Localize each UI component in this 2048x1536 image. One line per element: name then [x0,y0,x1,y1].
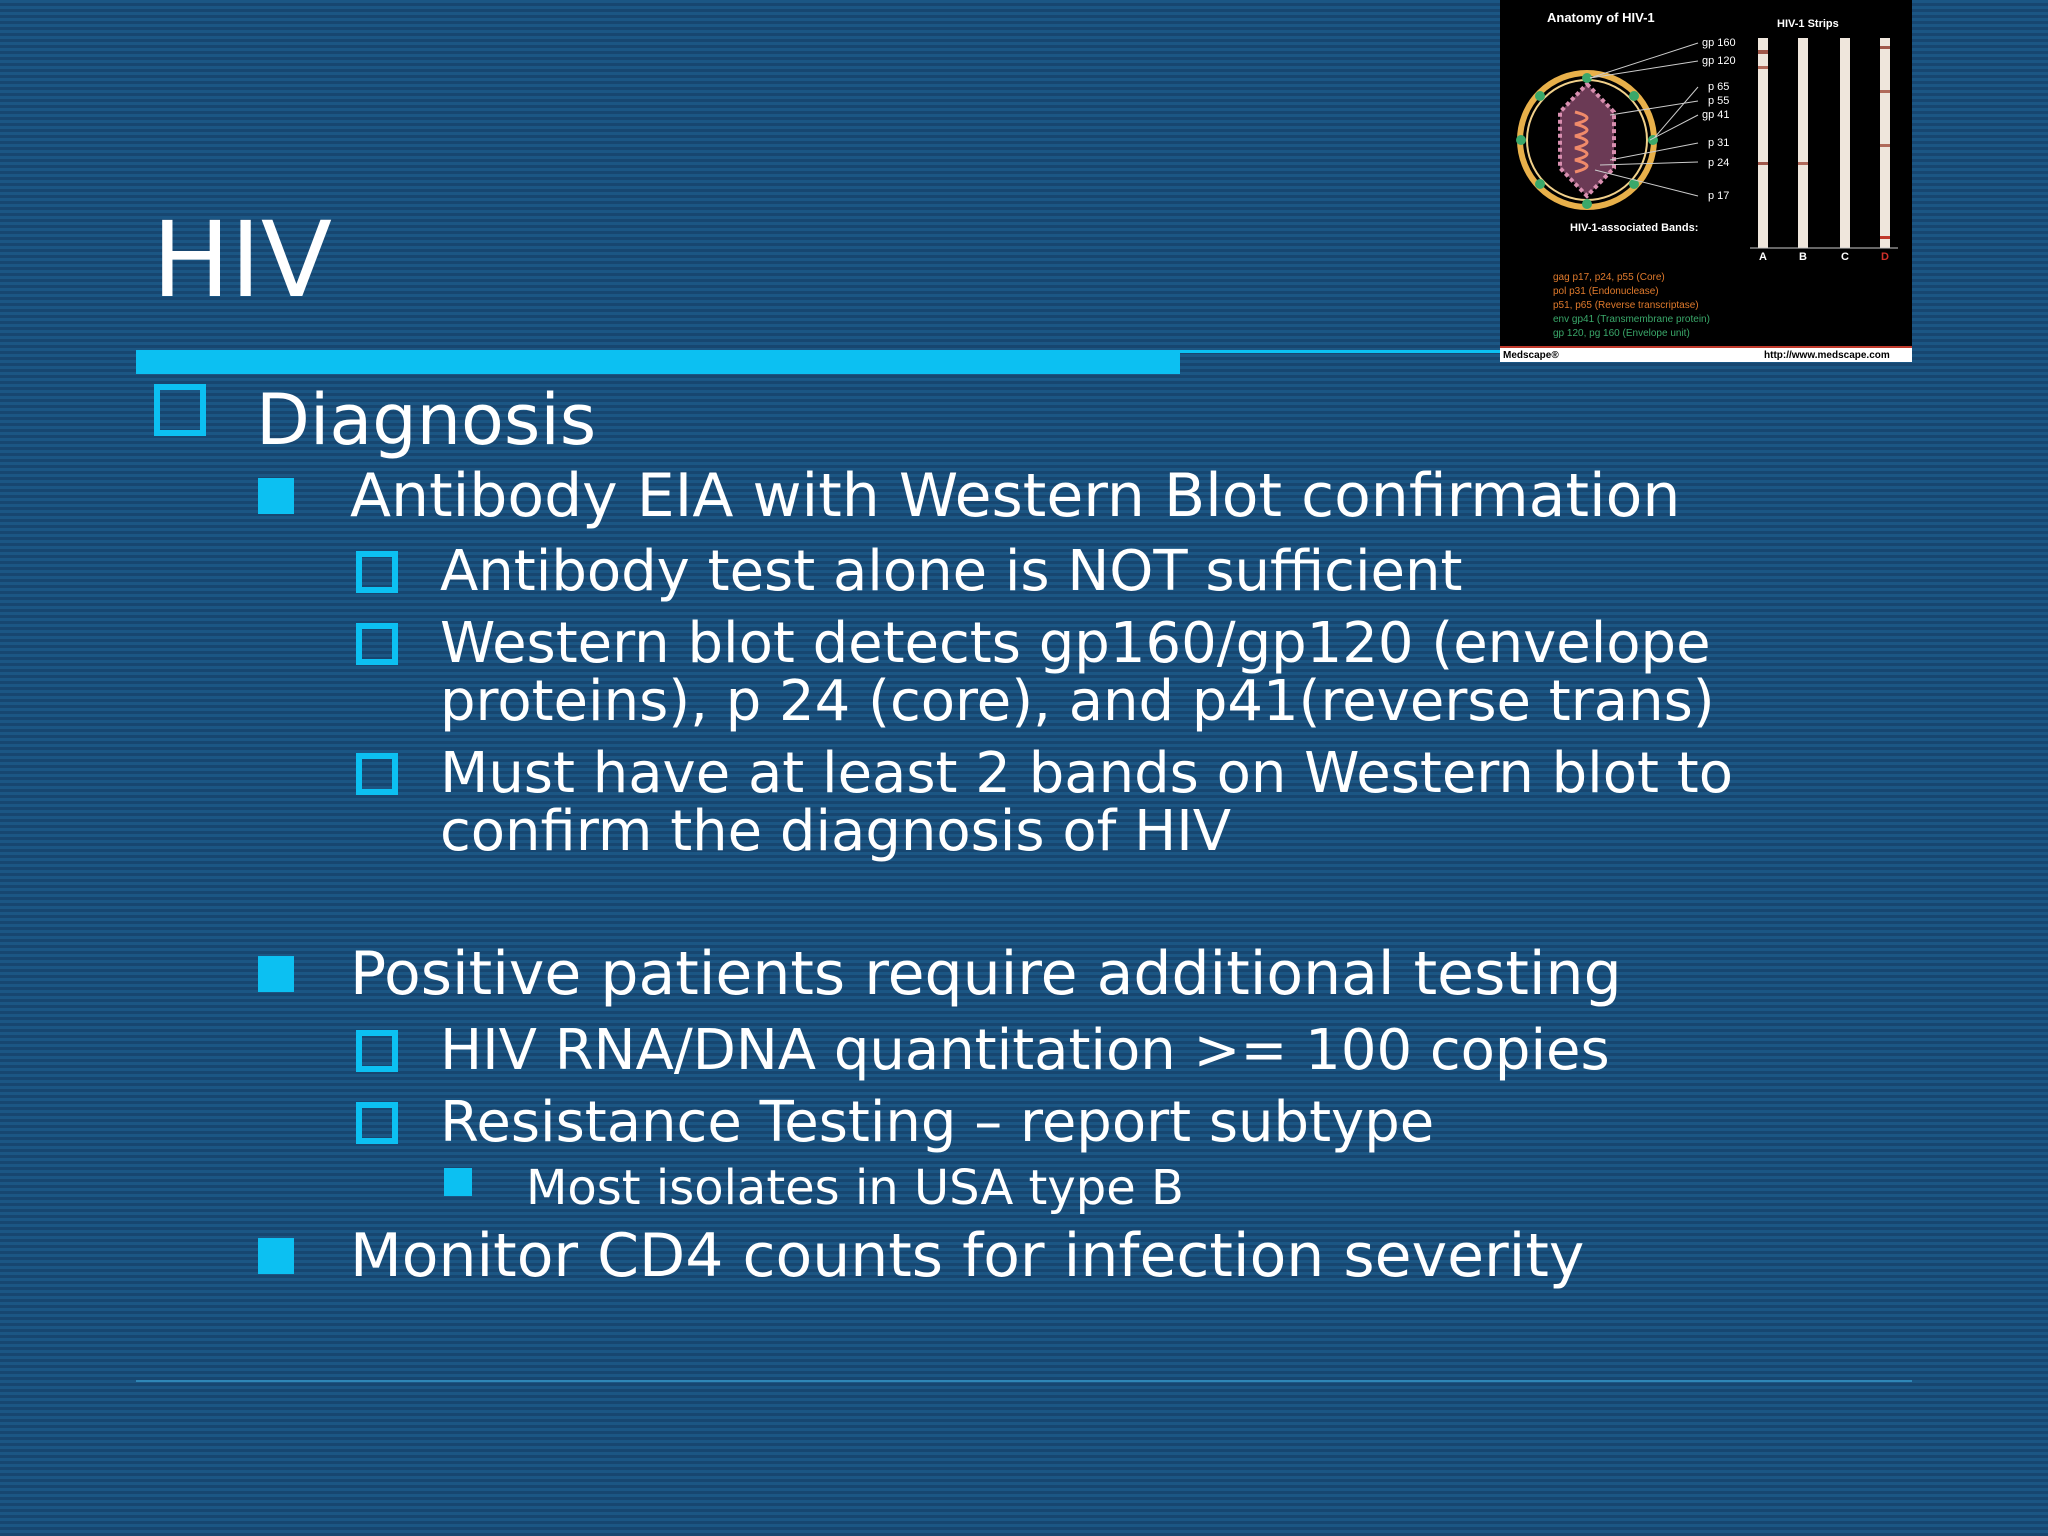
label-p31: p 31 [1708,137,1730,149]
bullet-text: Most isolates in USA type B [526,1160,1184,1216]
label-p17: p 17 [1708,190,1730,202]
label-p24: p 24 [1708,157,1730,169]
band-legend-env-gp120: gp 120, pg 160 (Envelope unit) [1553,328,1690,339]
hollow-square-bullet-icon [356,1102,398,1144]
bullet-text-block [440,741,1733,864]
band-legend-pol-rt: p51, p65 (Reverse transcriptase) [1553,300,1699,311]
bands-title: HIV-1-associated Bands: [1570,222,1699,234]
bullet-text: Monitor CD4 counts for infection severity [350,1221,1585,1291]
slide-title: HIV [152,199,333,321]
strips-title: HIV-1 Strips [1777,18,1839,30]
bullet-positive-patients [258,938,1622,1010]
band-legend-gag: gag p17, p24, p55 (Core) [1553,272,1665,283]
bullet-text: Positive patients require additional testing [350,939,1622,1009]
solid-square-bullet-icon [258,956,294,992]
strip-d: D [1881,251,1889,263]
bullet-text: Diagnosis [256,379,597,461]
bullet-text: Antibody EIA with Western Blot confirmation [350,461,1681,531]
bullet-two-bands [356,741,1733,864]
solid-square-bullet-icon [258,478,294,514]
solid-square-bullet-icon [444,1168,472,1196]
bullet-text: Antibody test alone is NOT sufficient [440,539,1463,604]
title-underline [136,350,1180,374]
hollow-square-bullet-icon [356,623,398,665]
label-gp120: gp 120 [1702,55,1736,67]
strip-a: A [1759,251,1767,263]
bullet-monitor-cd4 [258,1220,1584,1292]
bullet-text-line: proteins), p 24 (core), and p41(reverse trans) [440,669,1715,734]
hollow-square-bullet-icon [356,1030,398,1072]
source-left: Medscape® [1503,350,1559,361]
bullet-text: Resistance Testing – report subtype [440,1090,1435,1155]
hollow-square-bullet-icon [356,551,398,593]
strip-b: B [1799,251,1807,263]
bullet-text: HIV RNA/DNA quantitation >= 100 copies [440,1018,1610,1083]
solid-square-bullet-icon [258,1238,294,1274]
label-p55: p 55 [1708,95,1730,107]
hollow-square-bullet-icon [154,384,206,436]
bullet-text-block [440,611,1715,734]
strip-c: C [1841,251,1849,263]
band-legend-env: env gp41 (Transmembrane protein) [1553,314,1710,325]
hollow-square-bullet-icon [356,753,398,795]
bullet-resistance-testing [356,1090,1435,1155]
bullet-text-line: Western blot detects gp160/gp120 (envelope [440,611,1711,676]
bullet-text-line: confirm the diagnosis of HIV [440,799,1232,864]
virus-illustration [1516,73,1658,209]
label-p65: p 65 [1708,81,1730,93]
bullet-western-blot [356,611,1715,734]
bullet-antibody-alone [356,539,1463,604]
footer-divider [136,1380,1912,1382]
bullet-text-line: Must have at least 2 bands on Western blot to [440,741,1733,806]
label-gp160: gp 160 [1702,37,1736,49]
band-legend-pol: pol p31 (Endonuclease) [1553,286,1659,297]
bullet-diagnosis [154,378,596,462]
bullet-antibody-eia [258,460,1680,532]
anatomy-title: Anatomy of HIV-1 [1547,10,1655,25]
bullet-rna-dna [356,1018,1610,1083]
hiv-anatomy-figure [1500,0,1912,362]
bullet-most-isolates [444,1160,1184,1218]
label-gp41: gp 41 [1702,109,1730,121]
western-blot-strips [1750,38,1898,248]
source-right: http://www.medscape.com [1764,350,1890,361]
